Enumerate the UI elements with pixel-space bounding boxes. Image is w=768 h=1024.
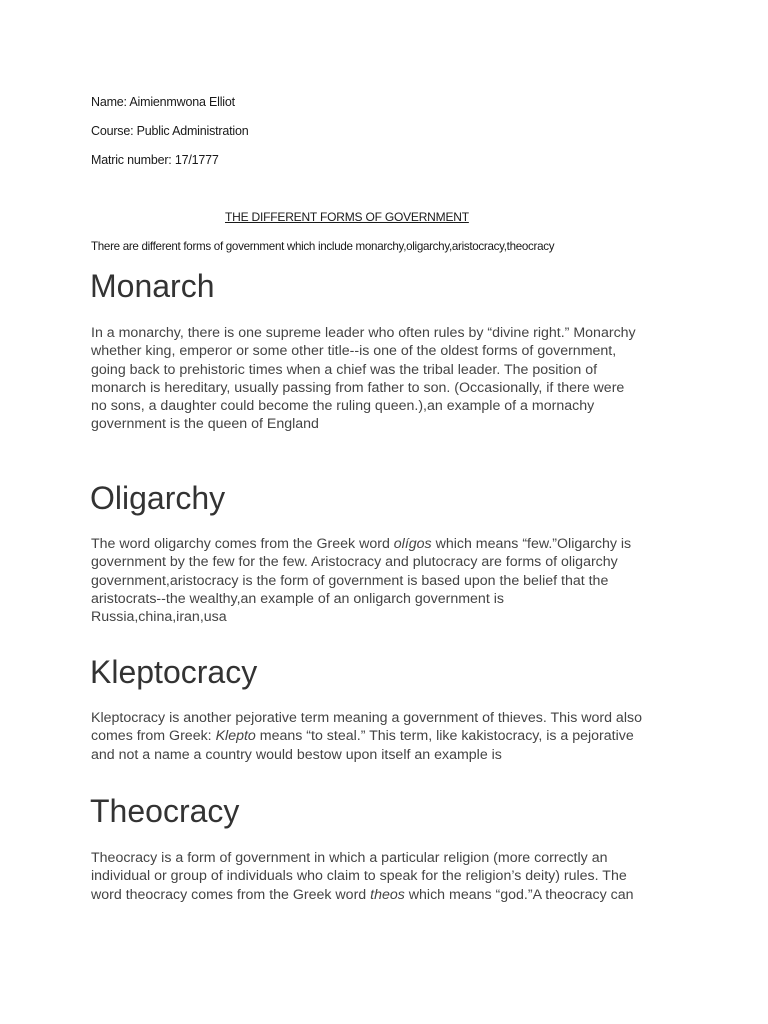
student-name: Name: Aimienmwona Elliot	[91, 95, 235, 109]
body-line: individual or group of individuals who claim to speak for the religion’s deity) rules. The	[91, 868, 627, 885]
body-line: government,aristocracy is the form of government is based upon the belief that the	[91, 572, 609, 589]
body-line: and not a name a country would bestow upon itself an example is	[91, 746, 502, 763]
italic-term: theos	[370, 886, 405, 903]
body-line: monarch is hereditary, usually passing from father to son. (Occasionally, if there were	[91, 379, 625, 396]
document-title: THE DIFFERENT FORMS OF GOVERNMENT	[225, 210, 469, 224]
section-body-kleptocracy	[91, 709, 681, 764]
section-heading-oligarchy: Oligarchy	[90, 480, 226, 516]
section-body-monarch	[91, 324, 681, 434]
body-line: government by the few for the few. Aristocracy and plutocracy are forms of oligarchy	[91, 554, 618, 571]
course-name: Course: Public Administration	[91, 124, 249, 138]
body-line: no sons, a daughter could become the ruling queen.),an example of a mornachy	[91, 398, 595, 415]
body-line: The word oligarchy comes from the Greek word olígos which means “few.”Oligarchy is	[91, 536, 632, 552]
body-line: word theocracy comes from the Greek word theos which means “god.”A theocracy can	[91, 886, 634, 903]
body-line: going back to prehistoric times when a chief was the tribal leader. The position of	[91, 361, 598, 378]
section-heading-monarch: Monarch	[90, 268, 215, 304]
section-body-oligarchy	[91, 535, 681, 626]
section-heading-kleptocracy: Kleptocracy	[90, 654, 258, 690]
section-heading-theocracy: Theocracy	[90, 793, 240, 829]
body-line: aristocrats--the wealthy,an example of an onligarch government is	[91, 590, 504, 607]
body-line: government is the queen of England	[91, 416, 319, 433]
body-line: Kleptocracy is another pejorative term meaning a government of thieves. This word also	[91, 710, 642, 726]
body-line: Russia,china,iran,usa	[91, 609, 227, 626]
section-body-theocracy	[91, 849, 681, 904]
italic-term: Klepto	[215, 728, 256, 745]
body-line: Theocracy is a form of government in which a particular religion (more correctly an	[91, 850, 608, 866]
body-line: In a monarchy, there is one supreme leader who often rules by “divine right.” Monarchy	[91, 325, 636, 341]
body-line: whether king, emperor or some other title--is one of the oldest forms of government,	[91, 343, 617, 360]
matric-number: Matric number: 17/1777	[91, 153, 219, 167]
intro-paragraph: There are different forms of government which include monarchy,oligarchy,aristocracy,theocracy	[91, 240, 555, 253]
body-line: comes from Greek: Klepto means “to steal.” This term, like kakistocracy, is a pejorative	[91, 728, 634, 745]
italic-term: olígos	[393, 536, 432, 552]
